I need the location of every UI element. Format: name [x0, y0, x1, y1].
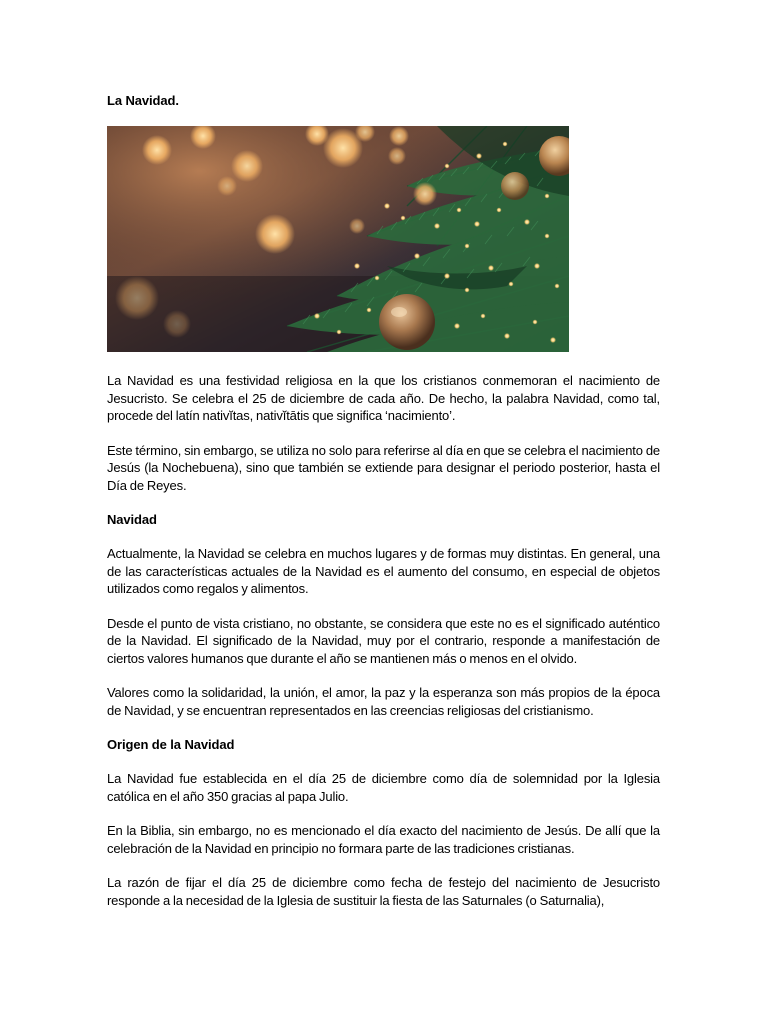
document-title: La Navidad. — [107, 93, 179, 108]
paragraph-navidad-2: Desde el punto de vista cristiano, no obstante, se considera que este no es el significado auténtico de la Navidad. El significado de la Navidad, muy por el contrario, responde a manifestación de ciertos valores humanos que durante el año se mantienen más o menos en el olvido. — [107, 615, 660, 666]
spacer — [107, 352, 660, 372]
document-content — [107, 92, 660, 909]
spacer — [107, 667, 660, 684]
christmas-tree-bokeh-image — [107, 126, 569, 352]
paragraph-origen-2: En la Biblia, sin embargo, no es mencionado el día exacto del nacimiento de Jesús. De allí que la celebración de la Navidad en principio no formara parte de las tradiciones cristianas. — [107, 823, 660, 856]
spacer — [107, 857, 660, 874]
section-heading-origen: Origen de la Navidad — [107, 737, 235, 752]
section-heading-navidad: Navidad — [107, 512, 157, 527]
spacer — [107, 805, 660, 822]
paragraph-origen-3: La razón de fijar el día 25 de diciembre como fecha de festejo del nacimiento de Jesucristo responde a la necesidad de la Iglesia de sustituir la fiesta de las Saturnales (o Saturnalia), — [107, 875, 660, 908]
paragraph-navidad-3: Valores como la solidaridad, la unión, el amor, la paz y la esperanza son más propios de la época de Navidad, y se encuentran representados en las creencias religiosas del cristianismo. — [107, 685, 660, 718]
paragraph-navidad-1: Actualmente, la Navidad se celebra en muchos lugares y de formas muy distintas. En general, una de las características actuales de la Navidad es el aumento del consumo, en especial de objetos utilizados como regalos y alimentos. — [107, 546, 660, 596]
paragraph-intro-2: Este término, sin embargo, se utiliza no solo para referirse al día en que se celebra el nacimiento de Jesús (la Nochebuena), sino que también se extiende para designar el periodo posterior, hasta el Día de Reyes. — [107, 442, 660, 493]
spacer — [107, 425, 660, 442]
spacer — [107, 753, 660, 770]
paragraph-origen-1: La Navidad fue establecida en el día 25 de diciembre como día de solemnidad por la Iglesia católica en el año 350 gracias al papa Julio. — [107, 771, 660, 804]
spacer — [107, 528, 660, 545]
paragraph-intro-1: La Navidad es una festividad religiosa en la que los cristianos conmemoran el nacimiento de Jesucristo. Se celebra el 25 de diciembre de cada año. De hecho, la palabra Navidad, como tal, procede del latín nativĭtas, nativĭtātis que significa ‘nacimiento’. — [107, 373, 660, 423]
spacer — [107, 598, 660, 615]
spacer — [107, 719, 660, 736]
spacer — [107, 494, 660, 511]
